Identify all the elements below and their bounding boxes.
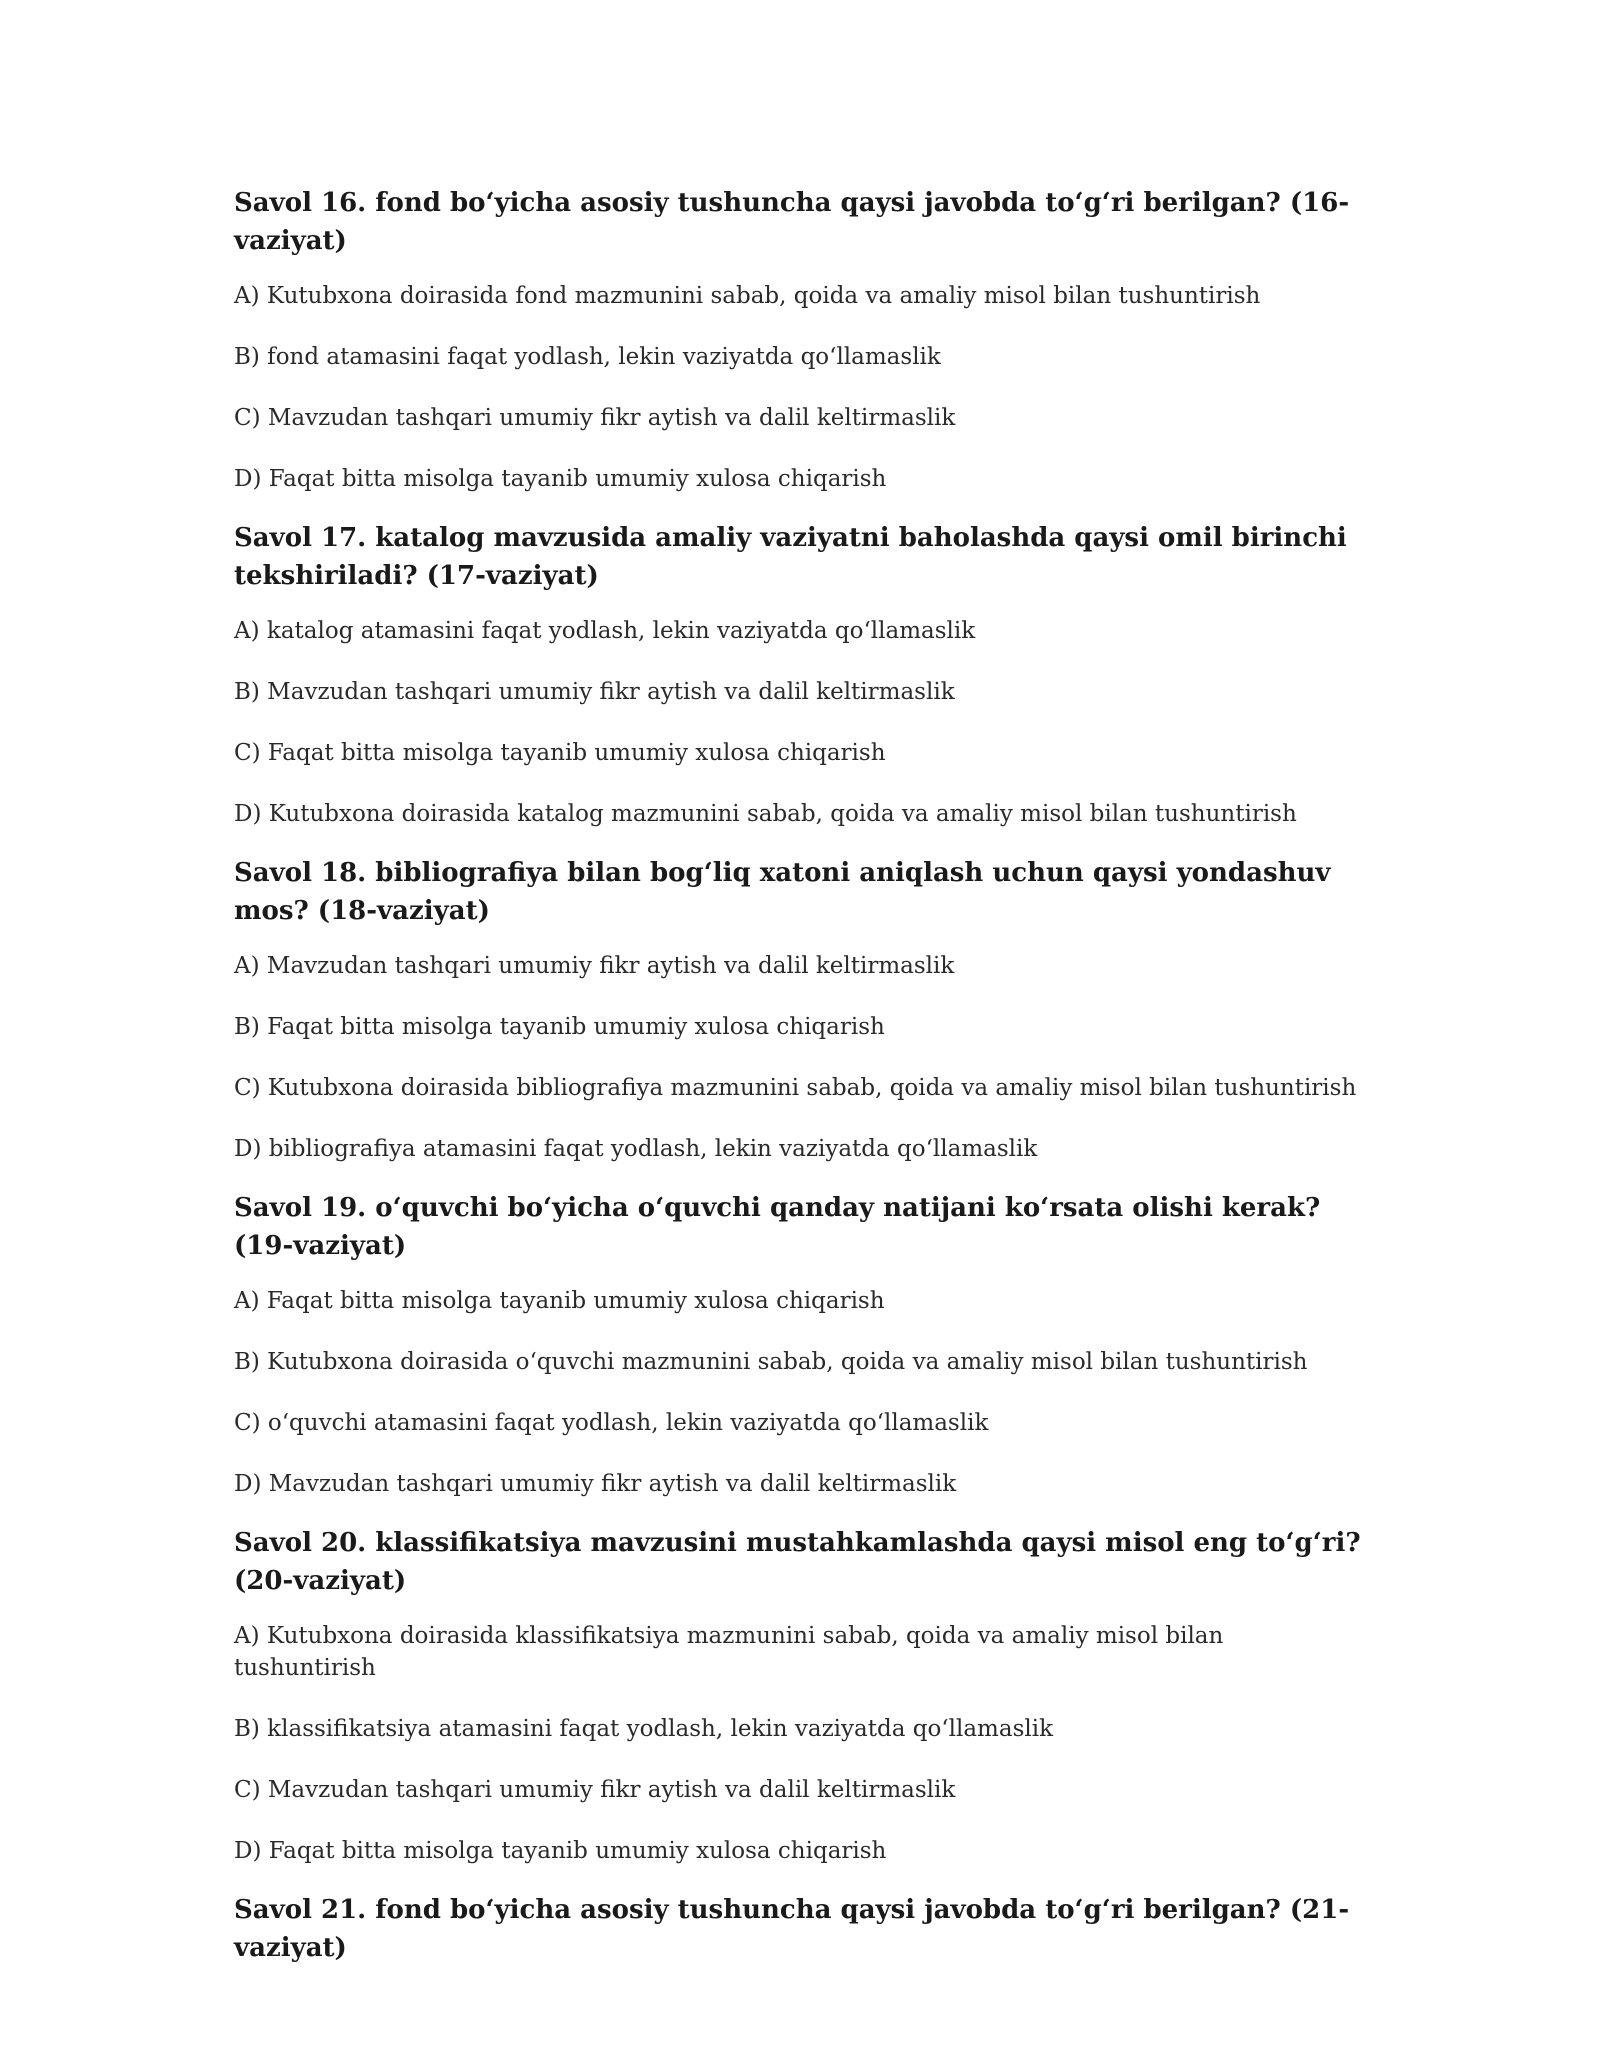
answer-option-c: C) Faqat bitta misolga tayanib umumiy xulosa chiqarish (234, 740, 886, 766)
answer-option-b: B) fond atamasini faqat yodlash, lekin vaziyatda qo‘llamaslik (234, 344, 941, 370)
answer-option-a: A) katalog atamasini faqat yodlash, lekin vaziyatda qo‘llamaslik (234, 618, 976, 644)
answer-option-a: A) Faqat bitta misolga tayanib umumiy xulosa chiqarish (234, 1288, 885, 1314)
question-18 (234, 854, 1364, 1165)
answer-option-b: B) Mavzudan tashqari umumiy fikr aytish va dalil keltirmaslik (234, 679, 955, 705)
answer-option-d: D) Faqat bitta misolga tayanib umumiy xulosa chiqarish (234, 1838, 887, 1864)
question-19 (234, 1189, 1364, 1500)
answer-option-c: C) Mavzudan tashqari umumiy fikr aytish va dalil keltirmaslik (234, 405, 956, 431)
answer-option-b: B) Faqat bitta misolga tayanib umumiy xulosa chiqarish (234, 1014, 885, 1040)
answer-option-d: D) Mavzudan tashqari umumiy fikr aytish va dalil keltirmaslik (234, 1471, 957, 1497)
question-16 (234, 184, 1364, 495)
question-title: Savol 20. klassifikatsiya mavzusini mustahkamlashda qaysi misol eng to‘g‘ri? (20-vaziyat) (234, 1528, 1361, 1596)
answer-option-b: B) Kutubxona doirasida o‘quvchi mazmunini sabab, qoida va amaliy misol bilan tushuntirish (234, 1349, 1308, 1375)
document-page (234, 184, 1364, 1987)
question-title: Savol 21. fond bo‘yicha asosiy tushuncha qaysi javobda to‘g‘ri berilgan? (21-vaziyat) (234, 1895, 1350, 1963)
answer-option-c: C) Mavzudan tashqari umumiy fikr aytish va dalil keltirmaslik (234, 1777, 956, 1803)
answer-option-a: A) Mavzudan tashqari umumiy fikr aytish va dalil keltirmaslik (234, 953, 955, 979)
answer-option-a: A) Kutubxona doirasida fond mazmunini sabab, qoida va amaliy misol bilan tushuntirish (234, 283, 1261, 309)
question-title: Savol 17. katalog mavzusida amaliy vaziyatni baholashda qaysi omil birinchi tekshiriladi? (17-vaziyat) (234, 523, 1347, 591)
answer-option-c: C) Kutubxona doirasida bibliografiya mazmunini sabab, qoida va amaliy misol bilan tushuntirish (234, 1075, 1357, 1101)
answer-option-d: D) Faqat bitta misolga tayanib umumiy xulosa chiqarish (234, 466, 887, 492)
answer-option-d: D) Kutubxona doirasida katalog mazmunini sabab, qoida va amaliy misol bilan tushuntirish (234, 801, 1297, 827)
question-20 (234, 1524, 1364, 1867)
answer-option-b: B) klassifikatsiya atamasini faqat yodlash, lekin vaziyatda qo‘llamaslik (234, 1716, 1054, 1742)
answer-option-a: A) Kutubxona doirasida klassifikatsiya mazmunini sabab, qoida va amaliy misol bilan tushuntirish (234, 1623, 1224, 1681)
question-title: Savol 19. o‘quvchi bo‘yicha o‘quvchi qanday natijani ko‘rsata olishi kerak? (19-vaziyat) (234, 1193, 1321, 1261)
question-title: Savol 18. bibliografiya bilan bog‘liq xatoni aniqlash uchun qaysi yondashuv mos? (18-vaziyat) (234, 858, 1331, 926)
question-21 (234, 1891, 1364, 1967)
question-17 (234, 519, 1364, 830)
question-title: Savol 16. fond bo‘yicha asosiy tushuncha qaysi javobda to‘g‘ri berilgan? (16-vaziyat) (234, 188, 1350, 256)
answer-option-c: C) o‘quvchi atamasini faqat yodlash, lekin vaziyatda qo‘llamaslik (234, 1410, 989, 1436)
answer-option-d: D) bibliografiya atamasini faqat yodlash, lekin vaziyatda qo‘llamaslik (234, 1136, 1038, 1162)
